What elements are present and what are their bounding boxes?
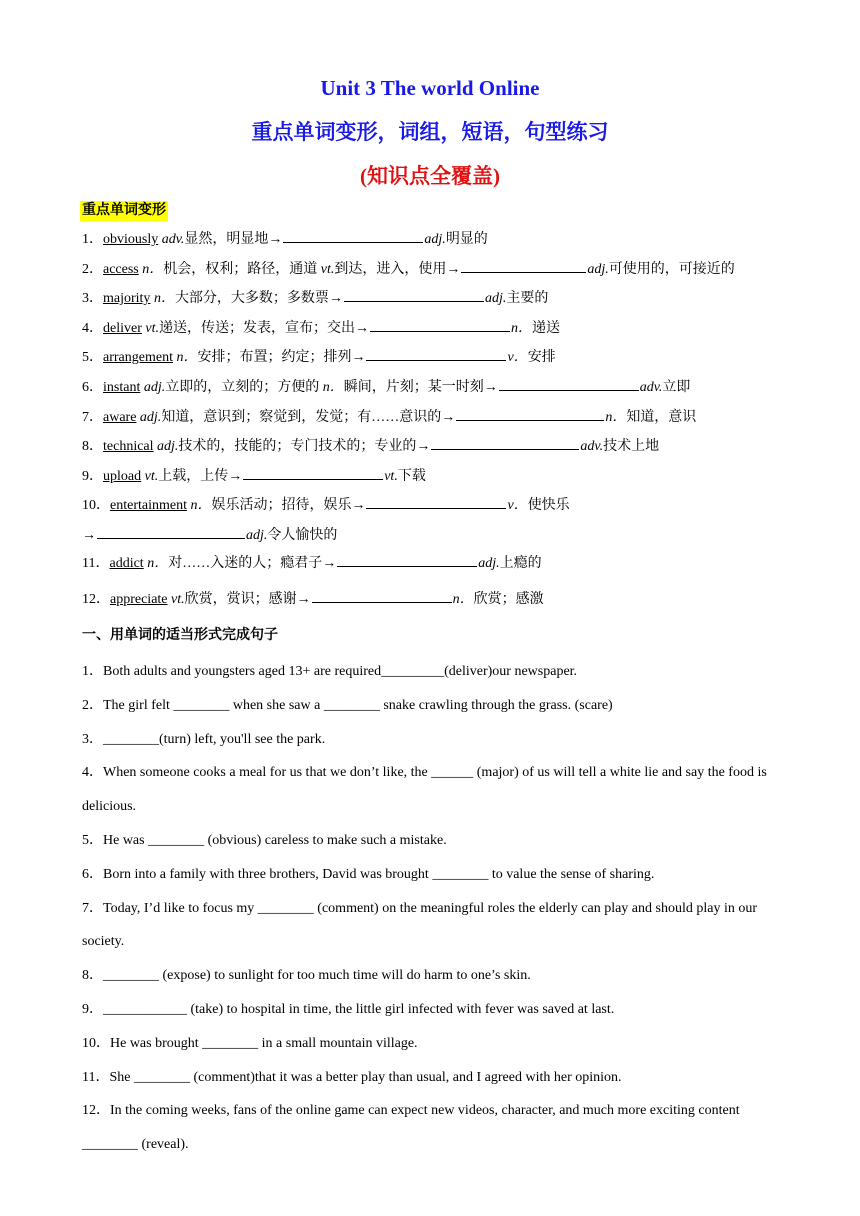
page-title: Unit 3 The world Online [320, 76, 540, 100]
item-number: 8． [82, 439, 103, 455]
vocab-item-continuation [82, 524, 792, 552]
vocab-item [82, 376, 792, 406]
target-meaning: 安排 [527, 350, 556, 366]
part-of-speech: n． [176, 350, 198, 366]
answer-blank[interactable] [337, 552, 477, 567]
exercise-section-heading: 一、用单词的适当形式完成句子 [82, 628, 278, 643]
target-pos: n． [605, 409, 627, 425]
item-number: 1． [82, 232, 103, 247]
part-of-speech: vt. [171, 591, 185, 607]
vocab-word: upload [103, 468, 142, 484]
exercise-item: 4．When someone cooks a meal for us that we don’t like, the ______ (major) of us will tell a white lie and say the food is delicious. [82, 765, 767, 815]
vocab-item [82, 258, 792, 288]
meaning: 上载，上传→ [158, 468, 243, 484]
vocab-word: technical [103, 439, 154, 455]
meaning: 安排；布置；约定；排列→ [197, 350, 366, 366]
target-meaning: 令人愉快的 [267, 527, 338, 543]
target-meaning: 下载 [397, 468, 426, 484]
answer-blank[interactable] [97, 524, 245, 539]
vocab-word: instant [103, 379, 141, 395]
meaning: 到达，进入，使用→ [334, 261, 461, 277]
vocab-item [82, 317, 792, 347]
target-meaning: 知道，意识 [626, 409, 697, 425]
item-number: 11． [82, 555, 110, 571]
part-of-speech: vt. [145, 320, 159, 336]
target-pos: adj. [246, 527, 268, 543]
target-meaning: 上瘾的 [499, 555, 542, 571]
item-number: 4． [82, 320, 103, 336]
answer-blank[interactable] [366, 346, 506, 361]
vocab-word: appreciate [110, 591, 168, 607]
vocab-word: deliver [103, 320, 142, 336]
exercise-item: 9．____________ (take) to hospital in time, the little girl infected with fever was saved at last. [82, 1001, 615, 1017]
target-pos: adj. [587, 261, 609, 277]
exercise-item: 8．________ (expose) to sunlight for too much time will do harm to one’s skin. [82, 968, 531, 984]
part-of-speech: n． [147, 555, 169, 571]
answer-blank[interactable] [366, 494, 506, 509]
meaning: 显然，明显地→ [184, 232, 283, 247]
part-of-speech: adj. [143, 379, 166, 395]
vocab-item [82, 435, 792, 465]
exercise-item: 1．Both adults and youngsters aged 13+ are required_________(deliver)our newspaper. [82, 664, 578, 679]
target-pos: n． [452, 591, 474, 607]
part-of-speech: n． [153, 291, 175, 307]
meaning: 瞬间，片刻；某一时刻→ [343, 379, 498, 395]
part-of-speech: vt. [144, 468, 159, 484]
target-meaning: 欣赏；感激 [473, 591, 544, 607]
answer-blank[interactable] [283, 228, 423, 243]
target-pos: adv. [639, 379, 663, 395]
meaning: 知道，意识到；察觉到，发觉；有……意识的→ [161, 409, 456, 425]
vocab-list [82, 228, 792, 617]
answer-blank[interactable] [456, 406, 604, 421]
meaning: 大部分，大多数；多数票→ [174, 291, 343, 307]
meaning: 技术的，技能的；专门技术的；专业的→ [178, 439, 431, 455]
item-number: 2． [82, 261, 103, 277]
page-note: (知识点全覆盖) [360, 164, 500, 188]
item-number: 5． [82, 350, 103, 366]
meaning: 递送，传送；发表，宣布；交出→ [158, 320, 369, 336]
vocab-item [82, 465, 792, 495]
exercise-item: 10．He was brought ________ in a small mountain village. [82, 1035, 418, 1051]
meaning: 机会，权利；路径，通道 [163, 261, 321, 277]
vocab-item [82, 552, 792, 582]
target-pos: adv. [580, 439, 604, 455]
meaning: 立即的，立刻的；方便的 [165, 379, 323, 395]
vocab-word: obviously [103, 232, 159, 247]
vocab-section-label: 重点单词变形 [80, 201, 168, 221]
meaning: 娱乐活动；招待，娱乐→ [211, 498, 366, 514]
vocab-item [82, 588, 792, 618]
meaning: 欣赏，赏识；感谢→ [184, 591, 311, 607]
answer-blank[interactable] [431, 435, 579, 450]
vocab-item [82, 494, 792, 524]
target-meaning: 明显的 [445, 232, 488, 247]
vocab-word: aware [103, 409, 137, 425]
item-number: 7． [82, 409, 103, 425]
part-of-speech: n． [322, 379, 344, 395]
item-number: 10． [82, 498, 110, 514]
target-pos: n． [510, 320, 532, 336]
exercise-item: 7．Today, I’d like to focus my ________ (comment) on the meaningful roles the elderly can play and should play in our society. [82, 900, 758, 950]
exercise-item: 12．In the coming weeks, fans of the online game can expect new videos, character, and much more exciting content ________ (reveal). [82, 1103, 740, 1153]
exercise-item: 5．He was ________ (obvious) careless to make such a mistake. [82, 832, 447, 848]
meaning: 对……入迷的人；瘾君子→ [168, 555, 337, 571]
item-number: 3． [82, 291, 103, 307]
vocab-item [82, 287, 792, 317]
item-number: 6． [82, 379, 103, 395]
exercise-item: 11．She ________ (comment)that it was a better play than usual, and I agreed with her opinion. [82, 1069, 622, 1085]
title-block [0, 72, 860, 192]
item-number: 9． [82, 468, 103, 484]
vocab-word: addict [109, 555, 144, 571]
exercise-list [82, 655, 787, 1162]
target-pos: v． [507, 498, 528, 514]
vocab-word: access [103, 261, 139, 277]
target-pos: adj. [484, 291, 507, 307]
answer-blank[interactable] [499, 376, 639, 391]
part-of-speech: vt. [320, 261, 335, 277]
answer-blank[interactable] [370, 317, 510, 332]
answer-blank[interactable] [243, 465, 383, 480]
exercise-item: 6．Born into a family with three brothers, David was brought ________ to value the sense of sharing. [82, 866, 655, 882]
part-of-speech: adj. [139, 409, 162, 425]
exercise-item: 2．The girl felt ________ when she saw a ________ snake crawling through the grass. (scare) [82, 697, 613, 713]
target-meaning: 技术上地 [603, 439, 660, 455]
target-meaning: 递送 [531, 320, 560, 336]
vocab-word: arrangement [103, 350, 173, 366]
part-of-speech: adv. [161, 232, 185, 247]
answer-blank[interactable] [312, 588, 452, 603]
exercise-item: 3．________(turn) left, you'll see the park. [82, 731, 326, 747]
target-pos: adj. [478, 555, 500, 571]
part-of-speech: n． [142, 261, 164, 277]
target-pos: adj. [424, 232, 446, 247]
target-pos: v． [507, 350, 528, 366]
answer-blank[interactable] [344, 287, 484, 302]
target-meaning: 可使用的，可接近的 [608, 261, 735, 277]
vocab-word: entertainment [110, 498, 187, 514]
part-of-speech: adj. [157, 439, 179, 455]
vocab-word: majority [103, 291, 151, 307]
page-subtitle: 重点单词变形，词组，短语，句型练习 [251, 120, 609, 144]
target-meaning: 使快乐 [527, 498, 570, 514]
item-number: 12． [82, 591, 110, 607]
vocab-item [82, 228, 792, 258]
arrow: → [82, 527, 96, 543]
part-of-speech: n． [190, 498, 212, 514]
target-pos: vt. [384, 468, 398, 484]
target-meaning: 主要的 [506, 291, 549, 307]
vocab-item [82, 406, 792, 436]
vocab-item [82, 346, 792, 376]
answer-blank[interactable] [461, 258, 586, 273]
target-meaning: 立即 [662, 379, 691, 395]
